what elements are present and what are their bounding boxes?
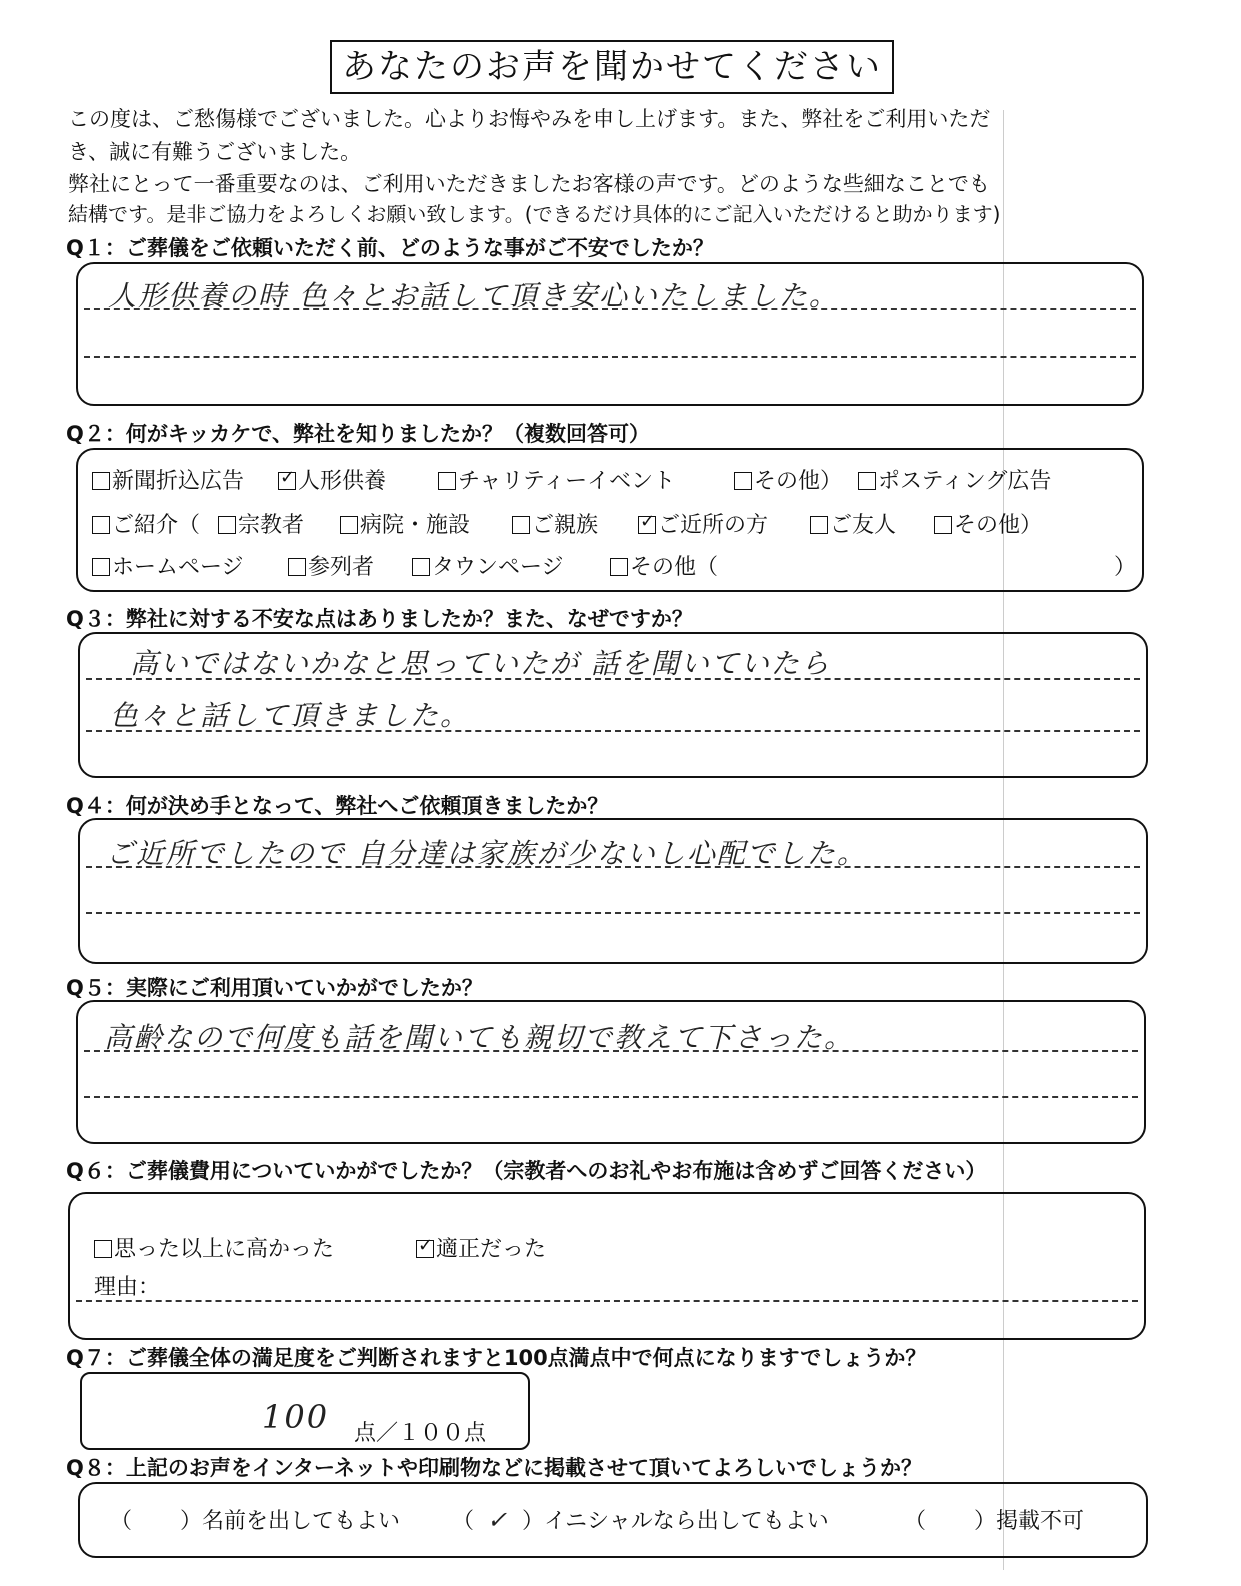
checkbox-icon — [810, 516, 828, 534]
q8-option-initial[interactable]: （ ✓ ）イニシャルなら出してもよい — [452, 1506, 829, 1534]
checkbox-icon — [412, 558, 430, 576]
intro-line-2: き、誠に有難うございました。 — [68, 140, 362, 164]
q3-answer-line-2: 色々と話して頂きました。 — [110, 699, 471, 732]
q2-option-referral[interactable]: ご紹介（ — [92, 508, 200, 539]
q8-label: Q８：上記のお声をインターネットや印刷物などに掲載させて頂いてよろしいでしょうか？ — [66, 1456, 922, 1480]
q7-score-suffix: 点／１００点 — [354, 1421, 487, 1446]
q2-option-townpage[interactable]: タウンページ — [412, 550, 564, 581]
q8-option-name[interactable]: （ ）名前を出してもよい — [110, 1509, 401, 1534]
q3-answer-line-1: 高いではないかなと思っていたが 話を聞いていたら — [130, 647, 831, 680]
intro-line-1: この度は、ご愁傷様でございました。心よりお悔やみを申し上げます。また、弊社をご利用いただ — [68, 107, 991, 131]
q2-option-hospital[interactable]: 病院・施設 — [340, 508, 470, 539]
q1-answer: 人形供養の時 色々とお話して頂き安心いたしました。 — [108, 279, 839, 312]
q5-answer-box[interactable] — [76, 1000, 1146, 1144]
q8-options-box — [78, 1482, 1148, 1558]
q2-option-attendee[interactable]: 参列者 — [288, 550, 374, 581]
q2-options-box — [76, 448, 1144, 592]
q2-option-neighbor[interactable]: ✓ ご近所の方 — [638, 508, 768, 539]
q6-reason-label: 理由： — [94, 1275, 161, 1300]
checked-checkbox-icon — [638, 516, 656, 534]
q7-score: 100 — [262, 1398, 330, 1436]
checkbox-icon — [512, 516, 530, 534]
q2-option-other-3[interactable]: その他（ — [610, 550, 718, 581]
checked-checkbox-icon — [278, 472, 296, 490]
checkbox-icon — [288, 558, 306, 576]
q6-option-fair[interactable]: ✓ 適正だった — [416, 1232, 546, 1263]
q5-answer: 高齢なので何度も話を聞いても親切で教えて下さった。 — [104, 1021, 855, 1054]
q2-label: Q２：何がキッカケで、弊社を知りましたか？（複数回答可） — [66, 422, 651, 446]
q2-option-homepage[interactable]: ホームページ — [92, 550, 244, 581]
q7-score-box[interactable] — [80, 1372, 530, 1450]
q2-other-close-paren: ） — [1114, 555, 1137, 580]
q3-answer-box[interactable] — [78, 632, 1148, 778]
checkbox-icon — [92, 558, 110, 576]
q2-option-religious[interactable]: 宗教者 — [218, 508, 304, 539]
q6-option-too-high[interactable]: 思った以上に高かった — [94, 1232, 334, 1263]
q2-option-other-1[interactable]: その他） — [734, 464, 842, 495]
intro-line-4: 結構です。是非ご協力をよろしくお願い致します。(できるだけ具体的にご記入いただけると助かります) — [68, 202, 1001, 226]
q2-option-other-2[interactable]: その他） — [934, 508, 1042, 539]
q3-label: Q３：弊社に対する不安な点はありましたか？また、なぜですか？ — [66, 607, 693, 631]
q2-option-friend[interactable]: ご友人 — [810, 508, 896, 539]
q7-label: Q７：ご葬儀全体の満足度をご判断されますと100点満点中で何点になりますでしょうか？ — [66, 1346, 927, 1370]
q6-answer-box — [68, 1192, 1146, 1340]
q2-option-relatives[interactable]: ご親族 — [512, 508, 598, 539]
q2-option-charity[interactable]: チャリティーイベント — [438, 464, 675, 495]
checkbox-icon — [340, 516, 358, 534]
q8-option-decline[interactable]: （ ）掲載不可 — [904, 1509, 1085, 1534]
q4-label: Q４：何が決め手となって、弊社へご依頼頂きましたか？ — [66, 794, 609, 818]
q1-label: Q１：ご葬儀をご依頼いただく前、どのような事がご不安でしたか？ — [66, 236, 714, 260]
checkbox-icon — [92, 516, 110, 534]
q5-label: Q５：実際にご利用頂いていかがでしたか？ — [66, 976, 483, 1000]
checked-checkbox-icon — [416, 1240, 434, 1258]
q2-option-ningyo[interactable]: ✓ 人形供養 — [278, 464, 386, 495]
checkbox-icon — [438, 472, 456, 490]
checkbox-icon — [734, 472, 752, 490]
checkbox-icon — [934, 516, 952, 534]
checkbox-icon — [92, 472, 110, 490]
intro-line-3: 弊社にとって一番重要なのは、ご利用いただきましたお客様の声です。どのような些細なことでも — [68, 172, 990, 196]
q2-option-newspaper[interactable]: 新聞折込広告 — [92, 464, 244, 495]
check-mark-icon: ✓ — [486, 1506, 510, 1534]
checkbox-icon — [218, 516, 236, 534]
q6-label: Q６：ご葬儀費用についていかがでしたか？（宗教者へのお礼やお布施は含めずご回答ください） — [66, 1159, 987, 1183]
checkbox-icon — [610, 558, 628, 576]
checkbox-icon — [94, 1240, 112, 1258]
q4-answer-box[interactable] — [78, 818, 1148, 964]
q1-answer-box[interactable] — [76, 262, 1144, 406]
q2-option-posting[interactable]: ポスティング広告 — [858, 464, 1051, 495]
q4-answer: ご近所でしたので 自分達は家族が少ないし心配でした。 — [106, 837, 867, 870]
form-title: あなたのお声を聞かせてください — [330, 40, 894, 94]
checkbox-icon — [858, 472, 876, 490]
